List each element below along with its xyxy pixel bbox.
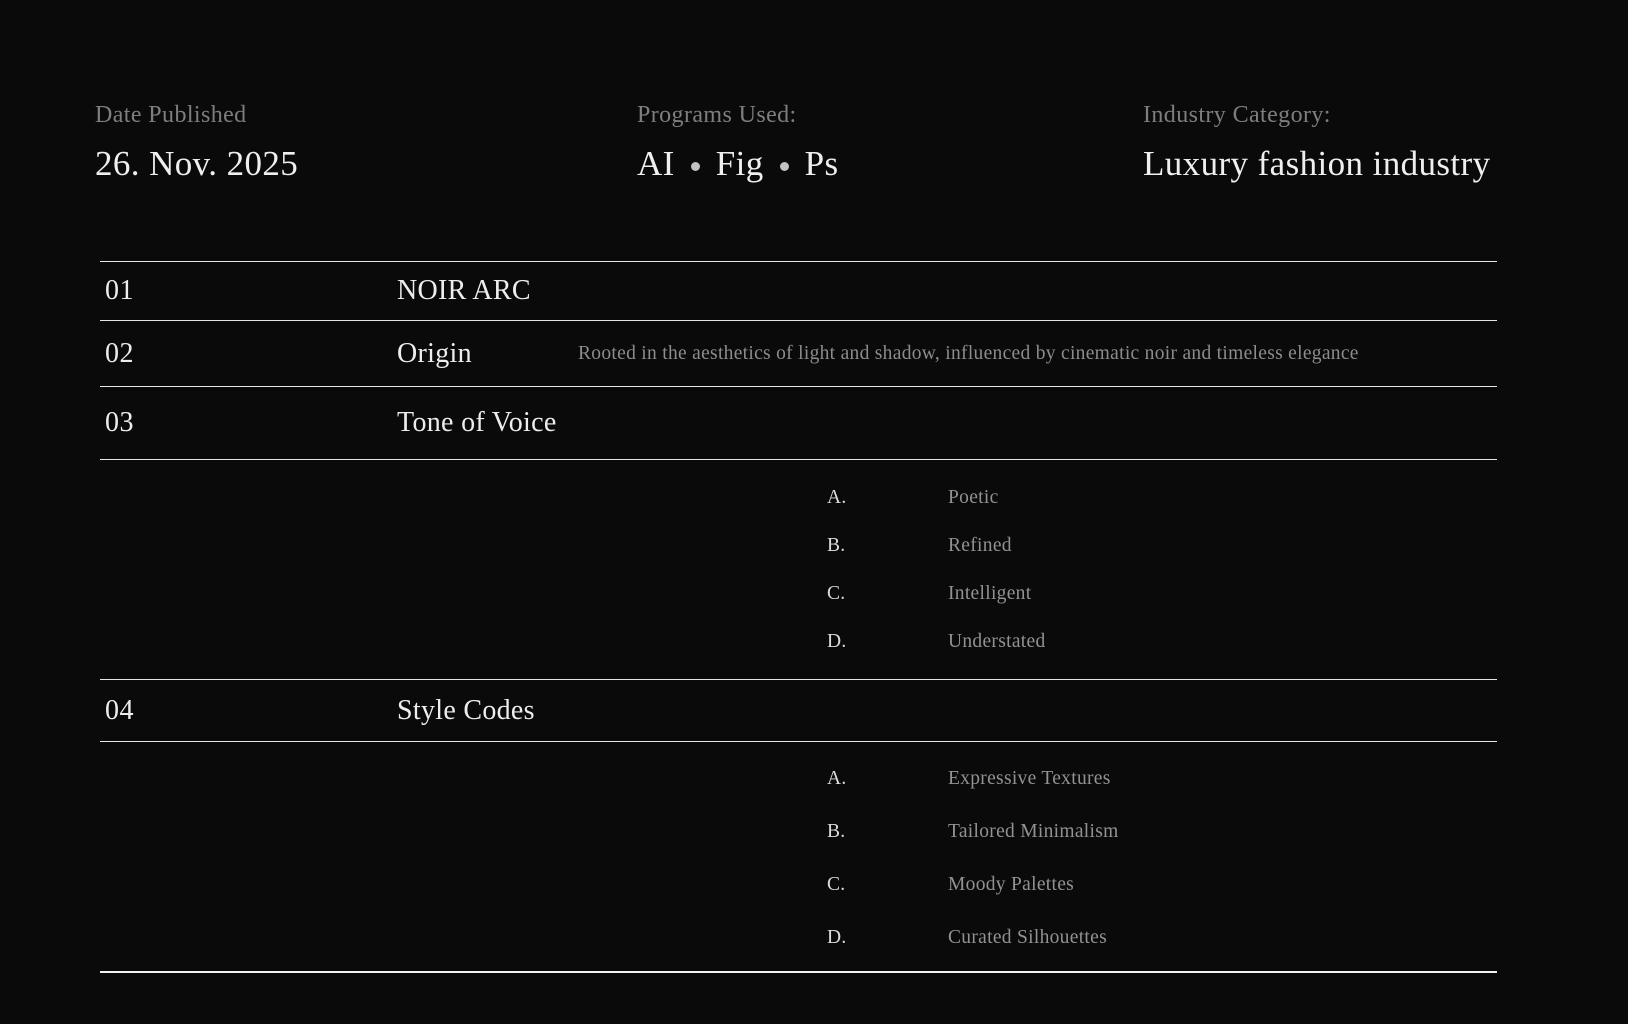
list-item xyxy=(100,752,1497,805)
row-number: 03 xyxy=(105,407,134,438)
style-codes-title: Style Codes xyxy=(397,694,535,726)
date-published-label: Date Published xyxy=(95,102,247,128)
list-item xyxy=(100,911,1497,964)
list-item-letter: D. xyxy=(827,631,847,652)
list-item xyxy=(100,522,1497,570)
origin-title: Origin xyxy=(397,337,472,369)
table-row-style-codes xyxy=(100,679,1497,741)
table-row-tone-of-voice xyxy=(100,386,1497,459)
list-item xyxy=(100,805,1497,858)
program-fig: Fig xyxy=(715,144,764,183)
table-row-brand-name xyxy=(100,261,1497,320)
list-item xyxy=(100,474,1497,522)
list-item xyxy=(100,570,1497,618)
list-item xyxy=(100,618,1497,666)
brand-name-title: NOIR ARC xyxy=(397,275,531,306)
row-number: 04 xyxy=(105,694,134,726)
list-item-letter: B. xyxy=(827,820,846,842)
bullet-separator-icon xyxy=(780,162,789,171)
list-item-label: Expressive Textures xyxy=(948,767,1111,789)
table-row-origin xyxy=(100,320,1497,386)
program-ps: Ps xyxy=(804,144,839,183)
bullet-separator-icon xyxy=(691,162,700,171)
industry-category-block xyxy=(1143,100,1491,185)
list-item-letter: B. xyxy=(827,535,846,556)
program-ai: AI xyxy=(637,144,675,183)
date-published-value: 26. Nov. 2025 xyxy=(95,144,299,183)
list-item-label: Refined xyxy=(948,535,1012,556)
list-item-letter: C. xyxy=(827,583,846,604)
row-number: 01 xyxy=(105,275,134,306)
origin-description: Rooted in the aesthetics of light and shadow, influenced by cinematic noir and timeless elegance xyxy=(578,342,1359,364)
programs-used-label: Programs Used: xyxy=(637,102,797,128)
list-item-label: Moody Palettes xyxy=(948,873,1075,895)
list-item-letter: A. xyxy=(827,767,847,789)
programs-used-value xyxy=(637,143,839,185)
list-item-label: Intelligent xyxy=(948,583,1032,604)
industry-category-label: Industry Category: xyxy=(1143,102,1331,128)
list-item-letter: A. xyxy=(827,487,847,508)
date-published-block xyxy=(95,100,298,185)
tone-of-voice-list xyxy=(100,459,1497,679)
list-item-label: Tailored Minimalism xyxy=(948,820,1119,842)
tone-of-voice-title: Tone of Voice xyxy=(397,407,557,438)
list-item-label: Curated Silhouettes xyxy=(948,926,1107,948)
row-number: 02 xyxy=(105,337,134,369)
style-codes-list xyxy=(100,741,1497,973)
programs-used-block xyxy=(637,100,839,185)
list-item-label: Understated xyxy=(948,631,1046,652)
list-item-letter: C. xyxy=(827,873,846,895)
list-item-label: Poetic xyxy=(948,487,999,508)
list-item-letter: D. xyxy=(827,926,847,948)
industry-category-value: Luxury fashion industry xyxy=(1143,144,1491,183)
spec-table xyxy=(100,261,1497,973)
list-item xyxy=(100,858,1497,911)
